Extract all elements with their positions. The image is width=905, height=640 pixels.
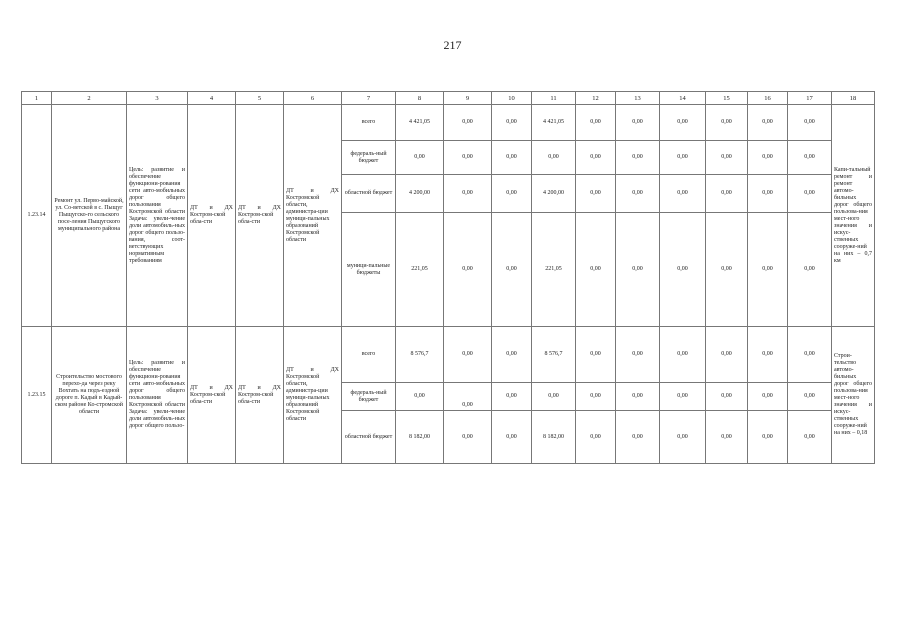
value-cell: 0,00 <box>748 175 788 213</box>
column-number: 12 <box>576 92 616 105</box>
funding-source: областной бюджет <box>342 175 396 213</box>
value-cell: 0,00 <box>660 213 706 327</box>
item-id: 1.23.14 <box>22 105 52 327</box>
value-cell: 0,00 <box>788 327 832 383</box>
value-cell: 0,00 <box>492 213 532 327</box>
value-cell: 0,00 <box>492 141 532 175</box>
value-cell: 0,00 <box>660 141 706 175</box>
column-number: 14 <box>660 92 706 105</box>
value-cell: 4 200,00 <box>396 175 444 213</box>
value-cell: 4 421,05 <box>532 105 576 141</box>
item-id: 1.23.15 <box>22 327 52 464</box>
value-cell: 0,00 <box>444 411 492 464</box>
column-number: 4 <box>188 92 236 105</box>
value-cell: 0,00 <box>576 175 616 213</box>
value-cell: 0,00 <box>576 411 616 464</box>
funding-source: областной бюджет <box>342 411 396 464</box>
column-number: 5 <box>236 92 284 105</box>
column-number: 15 <box>706 92 748 105</box>
value-cell: 0,00 <box>616 141 660 175</box>
table-row <box>22 105 875 141</box>
item-participants: ДТ и ДХ Костромской области, администра-ции муници-пальных образований Костромской области <box>284 105 342 327</box>
item-object: Ремонт ул. Перво-майской, ул. Со-ветской в с. Пыщуг Пыщугско-го сельского посе-ления Пыщугского муниципального района <box>52 105 127 327</box>
column-number: 6 <box>284 92 342 105</box>
value-cell: 0,00 <box>576 105 616 141</box>
value-cell: 0,00 <box>660 411 706 464</box>
value-cell: 0,00 <box>444 141 492 175</box>
value-cell: 0,00 <box>748 327 788 383</box>
value-cell: 0,00 <box>396 383 444 411</box>
item-result: Капи-тальный ремонт и ремонт автомо-бильных дорог общего пользова-ния мест-ного значения и искус-ственных сооруже-ний на них – 0,7 км <box>832 105 875 327</box>
value-cell: 0,00 <box>788 141 832 175</box>
value-cell: 0,00 <box>706 105 748 141</box>
header-row <box>22 92 875 105</box>
value-cell: 0,00 <box>576 327 616 383</box>
value-cell: 0,00 <box>616 213 660 327</box>
value-cell: 4 421,05 <box>396 105 444 141</box>
column-number: 8 <box>396 92 444 105</box>
table-row <box>22 327 875 383</box>
value-cell: 0,00 <box>396 141 444 175</box>
item-goal: Цель: развитие и обеспечение функциони-рования сети авто-мобильных дорог общего пользования Костромской области Задача: увели-чение доли автомобиль-ных дорог общего пользо- <box>127 327 188 464</box>
value-cell: 0,00 <box>492 411 532 464</box>
value-cell: 0,00 <box>532 141 576 175</box>
value-cell: 0,00 <box>616 105 660 141</box>
value-cell: 0,00 <box>706 213 748 327</box>
column-number: 7 <box>342 92 396 105</box>
value-cell: 0,00 <box>576 213 616 327</box>
value-cell: 0,00 <box>706 411 748 464</box>
column-number: 13 <box>616 92 660 105</box>
value-cell: 0,00 <box>576 141 616 175</box>
item-goal: Цель: развитие и обеспечение функциони-рования сети авто-мобильных дорог общего пользования Костромской области Задача: увели-чение доли автомобиль-ных дорог общего пользо-вания, соот-ветствующих нормативным требованиям <box>127 105 188 327</box>
value-cell: 0,00 <box>788 383 832 411</box>
column-number: 3 <box>127 92 188 105</box>
value-cell: 0,00 <box>532 383 576 411</box>
page-number: 217 <box>443 38 462 52</box>
funding-source: федераль-ный бюджет <box>342 141 396 175</box>
value-cell: 8 182,00 <box>532 411 576 464</box>
item-customer: ДТ и ДХ Костром-ской обла-сти <box>188 327 236 464</box>
item-result: Строи-тельство автомо-бильных дорог общего пользова-ния мест-ного значения и искус-ственных сооруже-ний на них – 0,18 <box>832 327 875 464</box>
funding-source: всего <box>342 327 396 383</box>
item-participants: ДТ и ДХ Костромской области, администра-ции муници-пальных образований Костромской области <box>284 327 342 464</box>
value-cell: 8 576,7 <box>532 327 576 383</box>
value-cell: 0,00 <box>706 141 748 175</box>
item-customer: ДТ и ДХ Костром-ской обла-сти <box>188 105 236 327</box>
value-cell: 8 182,00 <box>396 411 444 464</box>
item-object: Строительство мостового перехо-да через реку Вохтать на подъ-ездной дороге п. Кадый в Кадый-ском районе Ко-стромской области <box>52 327 127 464</box>
value-cell: 0,00 <box>748 105 788 141</box>
value-cell: 0,00 <box>444 175 492 213</box>
value-cell: 0,00 <box>706 327 748 383</box>
value-cell: 0,00 <box>788 411 832 464</box>
value-cell: 0,00 <box>788 213 832 327</box>
column-number: 1 <box>22 92 52 105</box>
value-cell: 0,00 <box>492 105 532 141</box>
funding-source: федераль-ный бюджет <box>342 383 396 411</box>
value-cell: 0,00 <box>660 327 706 383</box>
value-cell: 0,00 <box>444 327 492 383</box>
value-cell: 0,00 <box>748 411 788 464</box>
column-number: 10 <box>492 92 532 105</box>
value-cell: 4 200,00 <box>532 175 576 213</box>
value-cell: 0,00 <box>616 327 660 383</box>
value-cell: 0,00 <box>660 105 706 141</box>
value-cell: 0,00 <box>444 105 492 141</box>
value-cell: 0,00 <box>444 213 492 327</box>
value-cell: 0,00 <box>616 411 660 464</box>
value-cell: 0,00 <box>788 105 832 141</box>
item-executor: ДТ и ДХ Костром-ской обла-сти <box>236 327 284 464</box>
value-cell: 0,00 <box>660 175 706 213</box>
value-cell: 221,05 <box>532 213 576 327</box>
value-cell: 0,00 <box>616 175 660 213</box>
value-cell: 0,00 <box>706 383 748 411</box>
value-cell: 0,00 <box>788 175 832 213</box>
funding-source: всего <box>342 105 396 141</box>
value-cell: 0,00 <box>492 175 532 213</box>
column-number: 17 <box>788 92 832 105</box>
value-cell: 0,00 <box>748 141 788 175</box>
value-cell: 0,00 <box>616 383 660 411</box>
value-cell: 0,00 <box>444 383 492 411</box>
value-cell: 8 576,7 <box>396 327 444 383</box>
value-cell: 0,00 <box>706 175 748 213</box>
funding-source: муници-пальные бюджеты <box>342 213 396 327</box>
value-cell: 0,00 <box>660 383 706 411</box>
column-number: 9 <box>444 92 492 105</box>
value-cell: 0,00 <box>748 213 788 327</box>
value-cell: 0,00 <box>748 383 788 411</box>
column-number: 18 <box>832 92 875 105</box>
column-number: 16 <box>748 92 788 105</box>
value-cell: 0,00 <box>492 327 532 383</box>
value-cell: 0,00 <box>492 383 532 411</box>
item-executor: ДТ и ДХ Костром-ской обла-сти <box>236 105 284 327</box>
column-number: 11 <box>532 92 576 105</box>
value-cell: 0,00 <box>576 383 616 411</box>
column-number: 2 <box>52 92 127 105</box>
program-table <box>21 91 875 464</box>
value-cell: 221,05 <box>396 213 444 327</box>
